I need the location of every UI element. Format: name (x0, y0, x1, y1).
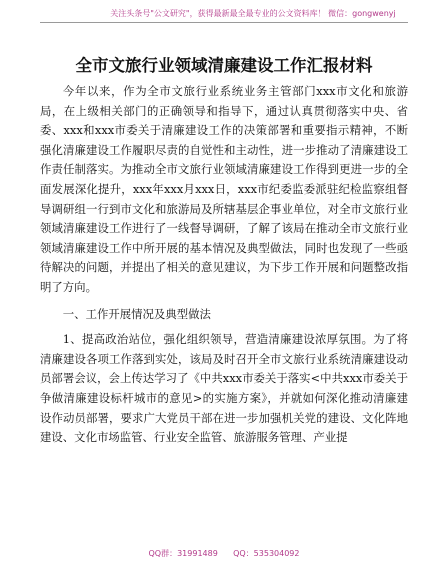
footer-qq-group-number: 31991489 (177, 549, 218, 558)
footer-qq-number: 535304092 (253, 549, 300, 558)
section-heading: 一、工作开展情况及典型做法 (62, 306, 211, 321)
section-paragraph: 1、提高政治站位，强化组织领导，营造清廉建设浓厚氛围。为了将清廉建设各项工作落到实处，该局及时召开全市文旅行业系统清廉建设动员部署会议，会上传达学习了《中共xxx市委关于落实<中共xxx市委关于争做清廉建设标杆城市的意见>的实施方案》，并就如何深化推动清廉建设作动员部署，要求广大党员干部在进一步加强机关党的建设、文化阵地建设、文化市场监管、行业安全监管、旅游服务管理、产业提 (40, 332, 408, 445)
footer-contact (0, 548, 448, 560)
footer-spacer (218, 549, 233, 558)
footer-qq-group-label: QQ群： (148, 549, 178, 558)
header-divider (40, 22, 408, 23)
footer-qq-label: QQ： (233, 549, 254, 558)
document-body (40, 82, 408, 448)
header-note: 关注头条号"公文研究"，获得最新最全最专业的公文资料库！ 微信：gongwenyj (110, 9, 396, 18)
intro-paragraph: 今年以来，作为全市文旅行业系统业务主管部门xxx市文化和旅游局，在上级相关部门的正确领导和指导下，通过认真贯彻落实中央、省委、xxx和xxx市委关于清廉建设工作的决策部署和重要指示精神，不断强化清廉建设工作履职尽责的自觉性和主动性，进一步推动了清廉建设工作责任制落实。为推动全市文旅行业领域清廉建设工作得到更进一步的全面发展深化提升，xxx年xxx月xxx日，xxx市纪委监委派驻纪检监察组督导调研组一行到市文化和旅游局及所辖基层企事业单位，对全市文旅行业领域清廉建设工作进行了一线督导调研，了解了该局在推动全市文旅行业领域清廉建设工作中所开展的基本情况及典型做法，同时也发现了一些亟待解决的问题，并提出了相关的意见建议，为下步工作开展和问题整改指明了方向。 (40, 84, 408, 294)
document-title: 全市文旅行业领域清廉建设工作汇报材料 (75, 56, 373, 75)
